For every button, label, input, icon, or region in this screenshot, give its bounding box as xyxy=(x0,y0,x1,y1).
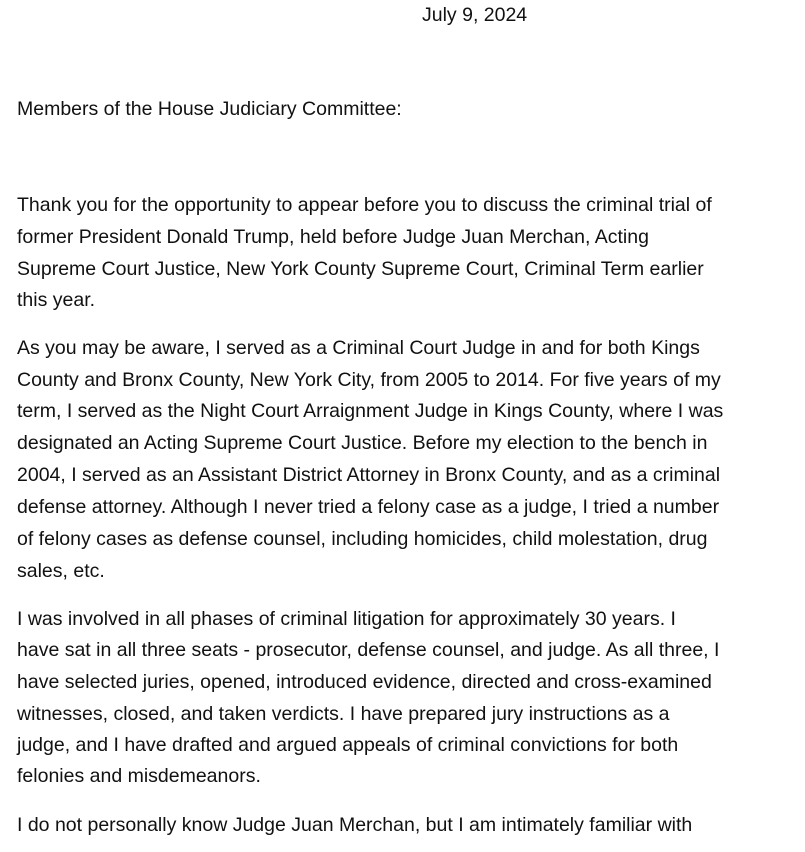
letter-salutation: Members of the House Judiciary Committee: xyxy=(17,98,402,120)
text-line: designated an Acting Supreme Court Justice. Before my election to the bench in xyxy=(17,432,708,454)
text-line: witnesses, closed, and taken verdicts. I have prepared jury instructions as a xyxy=(17,703,670,725)
text-line: defense attorney. Although I never tried a felony case as a judge, I tried a number xyxy=(17,496,720,518)
text-line: of felony cases as defense counsel, including homicides, child molestation, drug xyxy=(17,528,708,550)
text-line: felonies and misdemeanors. xyxy=(17,765,261,787)
text-line: 2004, I served as an Assistant District Attorney in Bronx County, and as a criminal xyxy=(17,464,721,486)
text-line: Supreme Court Justice, New York County Supreme Court, Criminal Term earlier xyxy=(17,258,704,280)
text-line: Thank you for the opportunity to appear before you to discuss the criminal trial of xyxy=(17,194,712,216)
text-line: have selected juries, opened, introduced evidence, directed and cross-examined xyxy=(17,671,712,693)
text-line: judge, and I have drafted and argued appeals of criminal convictions for both xyxy=(17,734,679,756)
text-line: former President Donald Trump, held before Judge Juan Merchan, Acting xyxy=(17,226,649,248)
text-line: I was involved in all phases of criminal litigation for approximately 30 years. I xyxy=(17,608,676,630)
text-line: have sat in all three seats - prosecutor, defense counsel, and judge. As all three, I xyxy=(17,639,720,661)
text-line: term, I served as the Night Court Arraignment Judge in Kings County, where I was xyxy=(17,400,724,422)
text-line: As you may be aware, I served as a Criminal Court Judge in and for both Kings xyxy=(17,337,700,359)
letter-date: July 9, 2024 xyxy=(422,4,528,26)
text-line: County and Bronx County, New York City, from 2005 to 2014. For five years of my xyxy=(17,369,721,391)
text-line: sales, etc. xyxy=(17,560,105,582)
text-line: I do not personally know Judge Juan Merchan, but I am intimately familiar with xyxy=(17,814,693,836)
text-line: this year. xyxy=(17,289,96,311)
